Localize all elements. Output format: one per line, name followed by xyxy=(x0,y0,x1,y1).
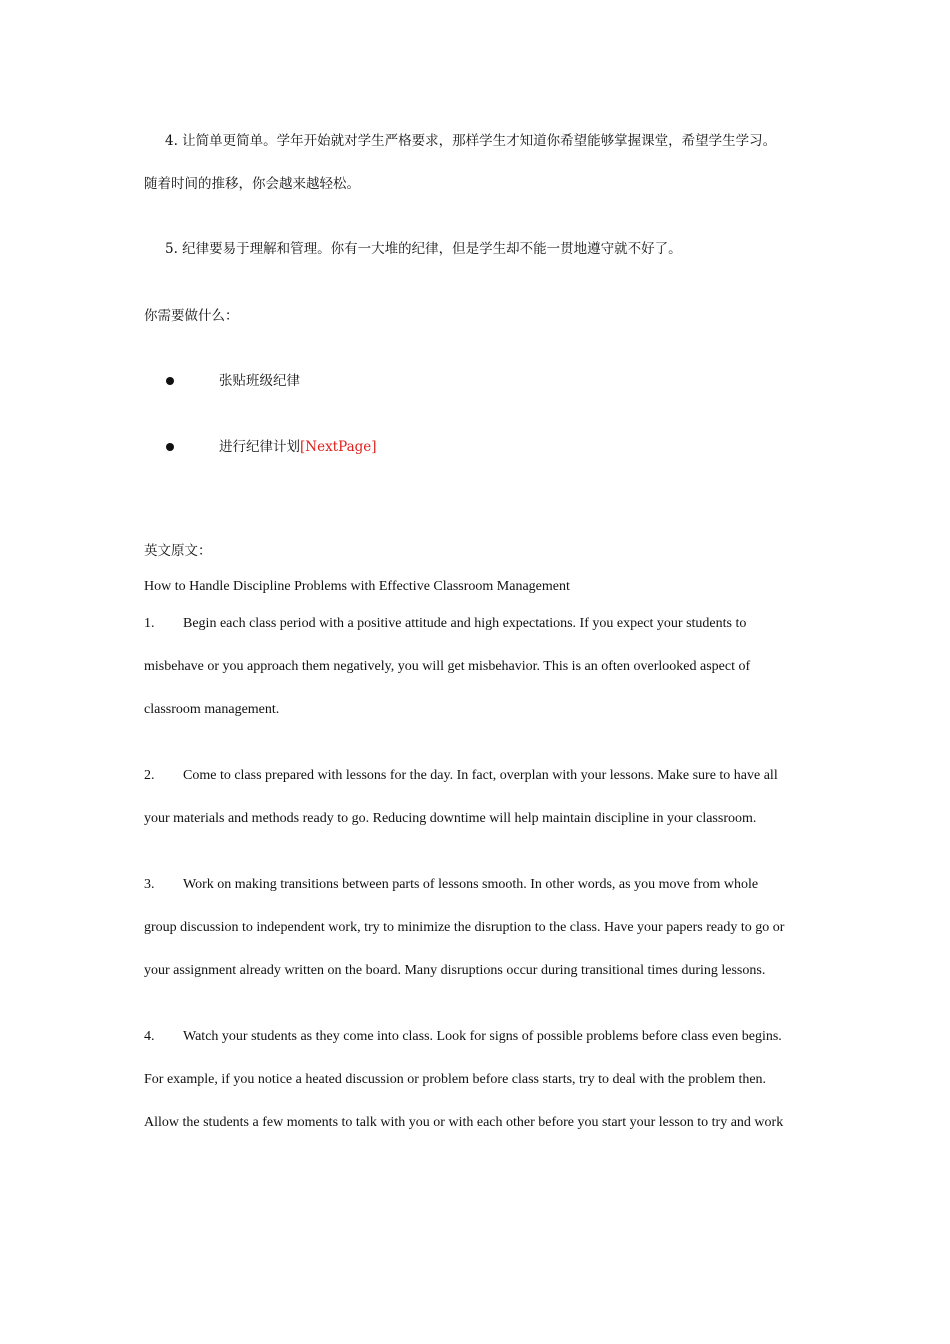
en-item-3-line-2: group discussion to independent work, try to minimize the disruption to the class. Have your papers ready to go or xyxy=(144,920,785,935)
en-item-4-line-1 xyxy=(144,1028,782,1046)
cn-todo-heading: 你需要做什么： xyxy=(144,308,239,324)
en-heading: 英文原文： xyxy=(144,543,212,559)
en-item-4-text: Watch your students as they come into class. Look for signs of possible problems before class even begins. xyxy=(183,1029,782,1044)
en-item-3-number: 3. xyxy=(144,877,155,892)
bullet-dot-icon xyxy=(166,377,174,385)
bullet-dot-icon xyxy=(166,443,174,451)
next-page-tag: [NextPage] xyxy=(300,439,377,455)
en-item-1-line-3: classroom management. xyxy=(144,702,280,717)
en-item-4-line-2: For example, if you notice a heated discussion or problem before class starts, try to deal with the problem then. xyxy=(144,1072,767,1087)
en-item-1-text: Begin each class period with a positive attitude and high expectations. If you expect your students to xyxy=(183,616,747,631)
en-article-title: How to Handle Discipline Problems with Effective Classroom Management xyxy=(144,579,570,594)
en-item-2-line-2: your materials and methods ready to go. Reducing downtime will help maintain discipline in your classroom. xyxy=(144,811,757,826)
en-item-4-line-3: Allow the students a few moments to talk with you or with each other before you start your lesson to try and work xyxy=(144,1115,784,1130)
en-item-1-number: 1. xyxy=(144,616,155,631)
cn-paragraph-5-line-1: 5. 纪律要易于理解和管理。你有一大堆的纪律，但是学生却不能一贯地遵守就不好了。 xyxy=(165,241,682,257)
cn-paragraph-4-line-1: 4. 让简单更简单。学年开始就对学生严格要求，那样学生才知道你希望能够掌握课堂，希望学生学习。 xyxy=(165,133,777,149)
en-item-1-line-2: misbehave or you approach them negatively, you will get misbehavior. This is an often overlooked aspect of xyxy=(144,659,751,674)
en-item-3-line-3: your assignment already written on the board. Many disruptions occur during transitional times during lessons. xyxy=(144,963,766,978)
en-item-3-text: Work on making transitions between parts of lessons smooth. In other words, as you move from whole xyxy=(183,877,759,892)
en-item-2-number: 2. xyxy=(144,768,155,783)
en-item-4-number: 4. xyxy=(144,1029,155,1044)
en-item-3-line-1 xyxy=(144,876,758,894)
cn-bullet-item-1: 张贴班级纪律 xyxy=(219,373,300,389)
en-item-1-line-1 xyxy=(144,615,746,633)
en-item-2-line-1 xyxy=(144,767,778,785)
cn-paragraph-4-line-2: 随着时间的推移，你会越来越轻松。 xyxy=(144,176,360,192)
en-item-2-text: Come to class prepared with lessons for the day. In fact, overplan with your lessons. Make sure to have all xyxy=(183,768,778,783)
cn-bullet-item-2-text: 进行纪律计划 xyxy=(219,439,300,455)
cn-bullet-item-2 xyxy=(219,438,377,456)
